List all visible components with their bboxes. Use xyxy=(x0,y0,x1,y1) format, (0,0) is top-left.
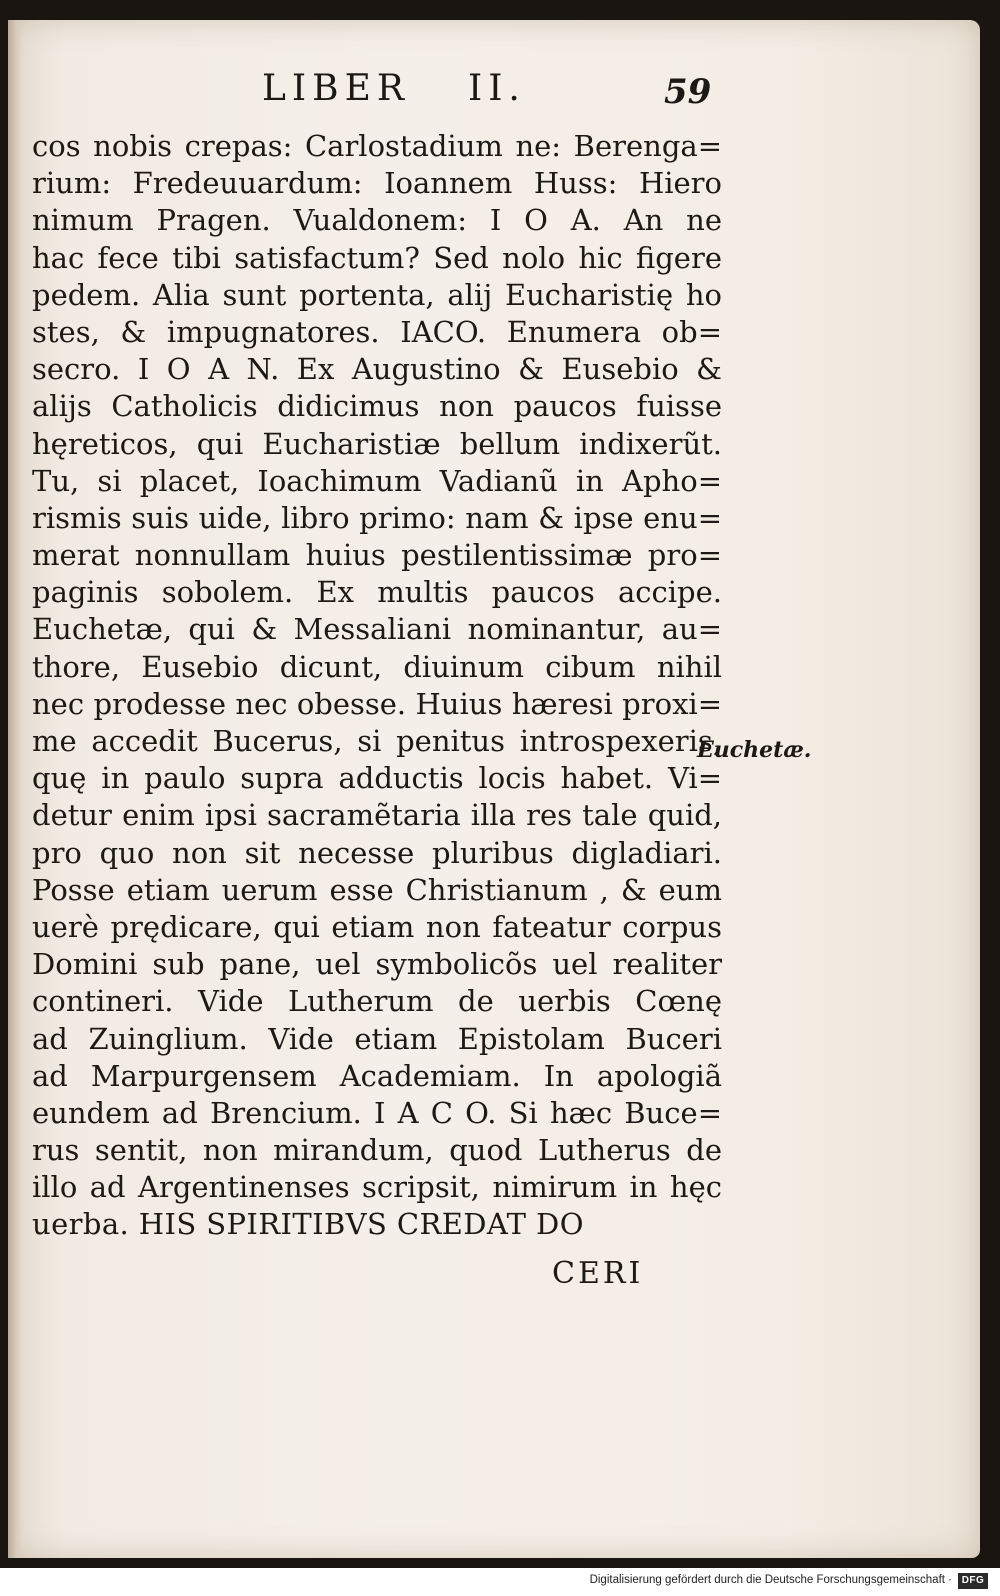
text-line: eundem ad Brencium. I A C O. Si hæc Buce= xyxy=(32,1095,722,1130)
page-gutter-edge xyxy=(8,20,22,1558)
text-line: stes, & impugnatores. IACO. Enumera ob= xyxy=(32,314,722,349)
text-line: uerba. HIS SPIRITIBVS CREDAT DO xyxy=(32,1207,584,1242)
text-line: secro. I O A N. Ex Augustino & Eusebio & xyxy=(32,352,722,387)
text-line: merat nonnullam huius pestilentissimæ pro= xyxy=(32,538,722,573)
text-line: thore, Eusebio dicunt, diuinum cibum nihil xyxy=(32,649,722,684)
catchword: CERI xyxy=(552,1256,644,1291)
text-line: ad Marpurgensem Academiam. In apologiã xyxy=(32,1058,722,1093)
footer-credit: Digitalisierung gefördert durch die Deutsche Forschungsgemeinschaft · xyxy=(589,1574,952,1586)
marginal-note: Euchetæ. xyxy=(697,737,812,763)
text-line: rium: Fredeuuardum: Ioannem Huss: Hiero xyxy=(32,166,722,201)
text-line: nec prodesse nec obesse. Huius hæresi proxi= xyxy=(32,686,722,721)
text-line: pedem. Alia sunt portenta, alij Eucharistię ho xyxy=(32,277,722,312)
text-line: Euchetæ, qui & Messaliani nominantur, au= xyxy=(32,612,722,647)
text-line: illo ad Argentinenses scripsit, nimirum in hęc xyxy=(32,1170,722,1205)
text-line: uerè prędicare, qui etiam non fateatur corpus xyxy=(32,909,722,944)
text-line: rus sentit, non mirandum, quod Lutherus de xyxy=(32,1133,722,1168)
text-line: pro quo non sit necesse pluribus digladiari. xyxy=(32,835,722,870)
text-line: Tu, si placet, Ioachimum Vadianũ in Apho= xyxy=(32,463,722,498)
text-line: cos nobis crepas: Carlostadium ne: Berenga= xyxy=(32,129,722,163)
text-line: Domini sub pane, uel symbolicõs uel realiter xyxy=(32,947,722,982)
folio-number: 59 xyxy=(664,72,712,112)
dfg-logo: DFG xyxy=(958,1573,988,1589)
text-line: rismis suis uide, libro primo: nam & ipse enu= xyxy=(32,500,722,535)
text-line: alijs Catholicis didicimus non paucos fuisse xyxy=(32,389,722,424)
text-line: nimum Pragen. Vualdonem: I O A. An ne xyxy=(32,203,722,238)
text-line: hęreticos, qui Eucharistiæ bellum indixerũt. xyxy=(32,426,722,461)
text-line: hac fece tibi satisfactum? Sed nolo hic figere xyxy=(32,240,722,275)
text-line: ad Zuinglium. Vide etiam Epistolam Buceri xyxy=(32,1021,722,1056)
text-line: paginis sobolem. Ex multis paucos accipe. xyxy=(32,575,722,610)
running-head xyxy=(262,68,526,109)
main-text-block xyxy=(32,128,722,1244)
footer-bar xyxy=(0,1568,1000,1596)
running-head-title: LIBER xyxy=(262,68,410,109)
text-line: me accedit Bucerus, si penitus introspexeris, xyxy=(32,724,722,758)
text-line: contineri. Vide Lutherum de uerbis Cœnę xyxy=(32,984,722,1019)
text-line: quę in paulo supra adductis locis habet. Vi= xyxy=(32,761,722,796)
text-line: Posse etiam uerum esse Christianum , & eum xyxy=(32,872,722,907)
running-head-book-number: II. xyxy=(467,68,526,109)
text-line: detur enim ipsi sacramẽtaria illa res tale quid, xyxy=(32,798,722,833)
